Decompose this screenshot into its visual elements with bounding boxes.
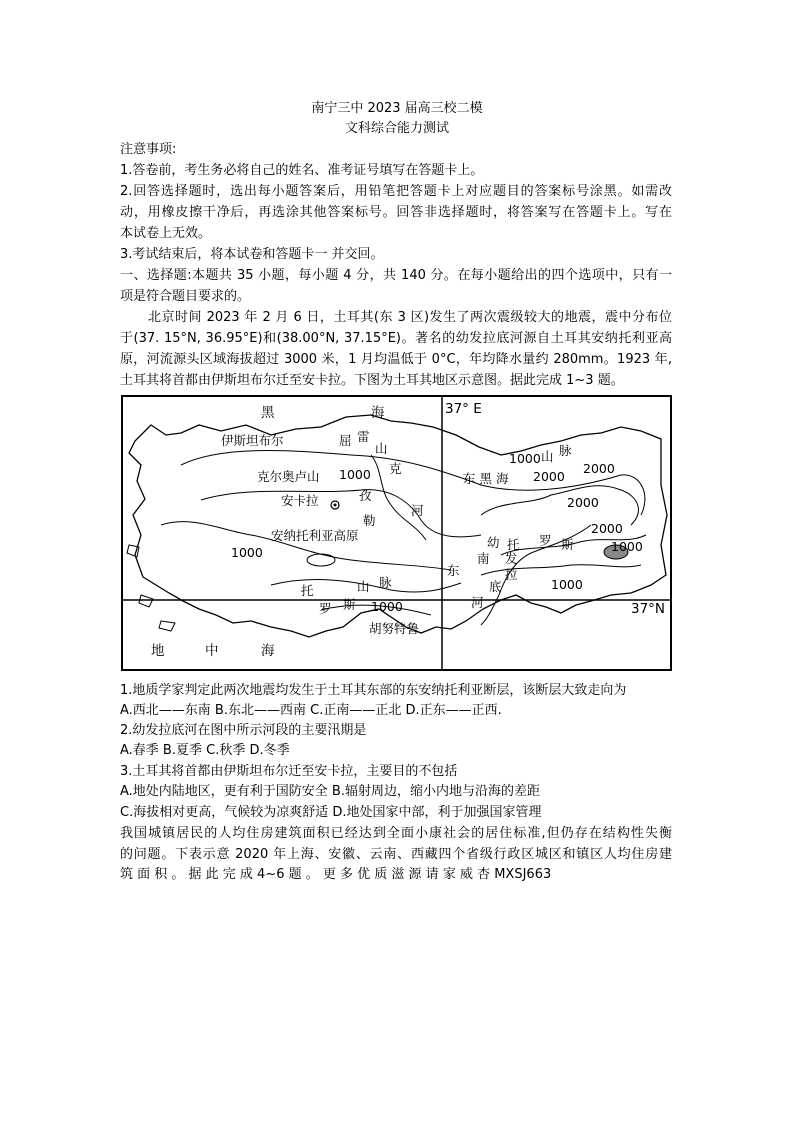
map-label-qu-2: 雷 — [357, 429, 370, 444]
map-label-contour-1000-d: 1000 — [509, 451, 541, 466]
map-label-istanbul: 伊斯坦布尔 — [221, 433, 284, 448]
map-label-kuroglu: 克尔奥卢山 — [257, 469, 320, 484]
map-label-mt-char-1: 山 — [541, 449, 554, 464]
map-label-contour-2000-d: 2000 — [591, 521, 623, 536]
map-label-kizil-1: 克 — [389, 461, 402, 476]
notice-heading: 注意事项: — [120, 142, 177, 157]
map-label-taurus-1: 托 — [301, 583, 314, 598]
map-label-east-1: 东 — [447, 563, 460, 578]
passage-1-line-1: 北京时间 2023 年 2 月 6 日，土耳其(东 3 区)发生了两次震级较大的地震，震中分布位 — [148, 310, 672, 325]
map-label-euphrates-3: 拉 — [505, 567, 518, 582]
passage-1-line-4: 土耳其将首都由伊斯坦布尔迁至安卡拉。下图为土耳其地区示意图。据此完成 1~3 题。 — [120, 373, 624, 388]
map-label-contour-2000-a: 2000 — [583, 461, 615, 476]
map-label-kizil-3: 勒 — [363, 513, 376, 528]
map-label-anatolia: 安纳托利亚高原 — [271, 528, 359, 543]
map-label-taurus-2: 山 — [357, 579, 370, 594]
map-label-hunut: 胡努特鲁 — [369, 621, 420, 636]
map-label-contour-1000-e: 1000 — [611, 539, 643, 554]
map-label-euphrates-4: 底 — [489, 579, 502, 594]
question-3-options-line-2: C.海拔相对更高，气候较为凉爽舒适 D.地处国家中部，利于加强国家管理 — [120, 805, 542, 820]
passage-1-line-3: 原，河流源头区域海拔超过 3000 米，1 月均温低于 0°C，年均降水量约 280mm。1923 年, — [120, 352, 672, 367]
turkey-map — [121, 395, 672, 671]
notice-item-2-line-1: 2.回答选择题时，选出每小题答案后，用铅笔把答题卡上对应题目的答案标号涂黑。如需改 — [120, 184, 672, 199]
map-label-contour-2000-b: 2000 — [533, 469, 565, 484]
map-label-contour-1000-b: 1000 — [231, 545, 263, 560]
passage-2-line-1: 我国城镇居民的人均住房建筑面积已经达到全面小康社会的居住标准,但仍存在结构性失衡 — [120, 826, 672, 841]
map-label-contour-1000-c: 1000 — [371, 599, 403, 614]
map-label-taurus-e-2: 罗 — [539, 533, 552, 548]
map-label-euphrates-1: 幼 — [487, 535, 500, 550]
question-1: 1.地质学家判定此两次地震均发生于土耳其东部的东安纳托利亚断层，该断层大致走向为 — [120, 683, 627, 698]
map-label-mediterranean-2: 中 — [205, 643, 219, 659]
question-3-options-line-1: A.地处内陆地区，更有利于国防安全 B.辐射周边，缩小内地与沿海的差距 — [120, 784, 540, 799]
map-label-black-sea-2: 海 — [371, 405, 385, 421]
map-label-contour-2000-c: 2000 — [567, 495, 599, 510]
map-label-east-black-sea: 东 黑 海 — [463, 471, 509, 486]
map-label-taurus-3: 脉 — [379, 575, 392, 590]
notice-item-3: 3.考试结束后，将本试卷和答题卡一 并交回。 — [120, 247, 384, 262]
map-label-euphrates-2: 发 — [505, 551, 518, 566]
question-1-options: A.西北——东南 B.东北——西南 C.正南——正北 D.正东——正西. — [120, 703, 502, 718]
section-1-line-2: 项是符合题目要求的。 — [120, 289, 251, 304]
passage-2-line-2: 的问题。下表示意 2020 年上海、安徽、云南、西藏四个省级行政区城区和镇区人均住房建 — [120, 847, 672, 862]
question-2-options: A.春季 B.夏季 C.秋季 D.冬季 — [120, 743, 290, 758]
map-label-luo: 罗 — [319, 601, 332, 616]
map-label-mediterranean-1: 地 — [151, 643, 165, 659]
passage-1-line-2: 于(37. 15°N, 36.95°E)和(38.00°N, 37.15°E)。著名的幼发拉底河源自土耳其安纳托利亚高 — [120, 331, 672, 346]
map-label-qu-1: 屈 — [339, 433, 352, 448]
map-label-ankara: 安卡拉 — [281, 493, 319, 508]
section-1-line-1: 一、选择题:本题共 35 小题，每小题 4 分，共 140 分。在每小题给出的四个选项中，只有一 — [120, 268, 672, 283]
question-3: 3.土耳其将首都由伊斯坦布尔迁至安卡拉，主要目的不包括 — [120, 764, 458, 779]
notice-item-2-line-3: 本试卷上无效。 — [120, 226, 212, 241]
map-label-euphrates-5: 河 — [471, 595, 484, 610]
map-label-contour-1000-a: 1000 — [339, 467, 371, 482]
question-2: 2.幼发拉底河在图中所示河段的主要汛期是 — [120, 723, 367, 738]
map-label-mediterranean-3: 海 — [261, 643, 275, 659]
map-label-si: 斯 — [343, 597, 356, 612]
notice-item-1: 1.答卷前，考生务必将自己的姓名、准考证号填写在答题卡上。 — [120, 163, 484, 178]
exam-subtitle: 文科综合能力测试 — [344, 121, 449, 136]
map-label-kizil-2: 孜 — [359, 488, 372, 503]
notice-item-2-line-2: 动，用橡皮擦干净后，再选涂其他答案标号。回答非选择题时，将答案写在答题卡上。写在 — [120, 205, 672, 220]
map-label-black-sea-1: 黑 — [261, 405, 275, 421]
map-label-latitude: 37°N — [631, 601, 666, 617]
map-label-contour-1000-f: 1000 — [551, 577, 583, 592]
passage-2-line-3: 筑 面 积 。 据 此 完 成 4~6 题 。 更 多 优 质 滋 源 请 家 威 杏 MXSJ663 — [120, 867, 552, 882]
map-label-taurus-e-1: 托 — [507, 537, 520, 552]
map-label-qu-3: 山 — [375, 441, 388, 456]
map-label-taurus-e-3: 斯 — [561, 537, 574, 552]
exam-title: 南宁三中 2023 届高三校二模 — [311, 101, 483, 116]
map-label-kizil-4: 河 — [411, 503, 424, 518]
map-label-south-1: 南 — [477, 551, 490, 566]
map-label-longitude: 37° E — [445, 401, 482, 417]
ankara-marker-dot — [334, 504, 337, 507]
map-label-mt-char-2: 脉 — [559, 443, 572, 458]
